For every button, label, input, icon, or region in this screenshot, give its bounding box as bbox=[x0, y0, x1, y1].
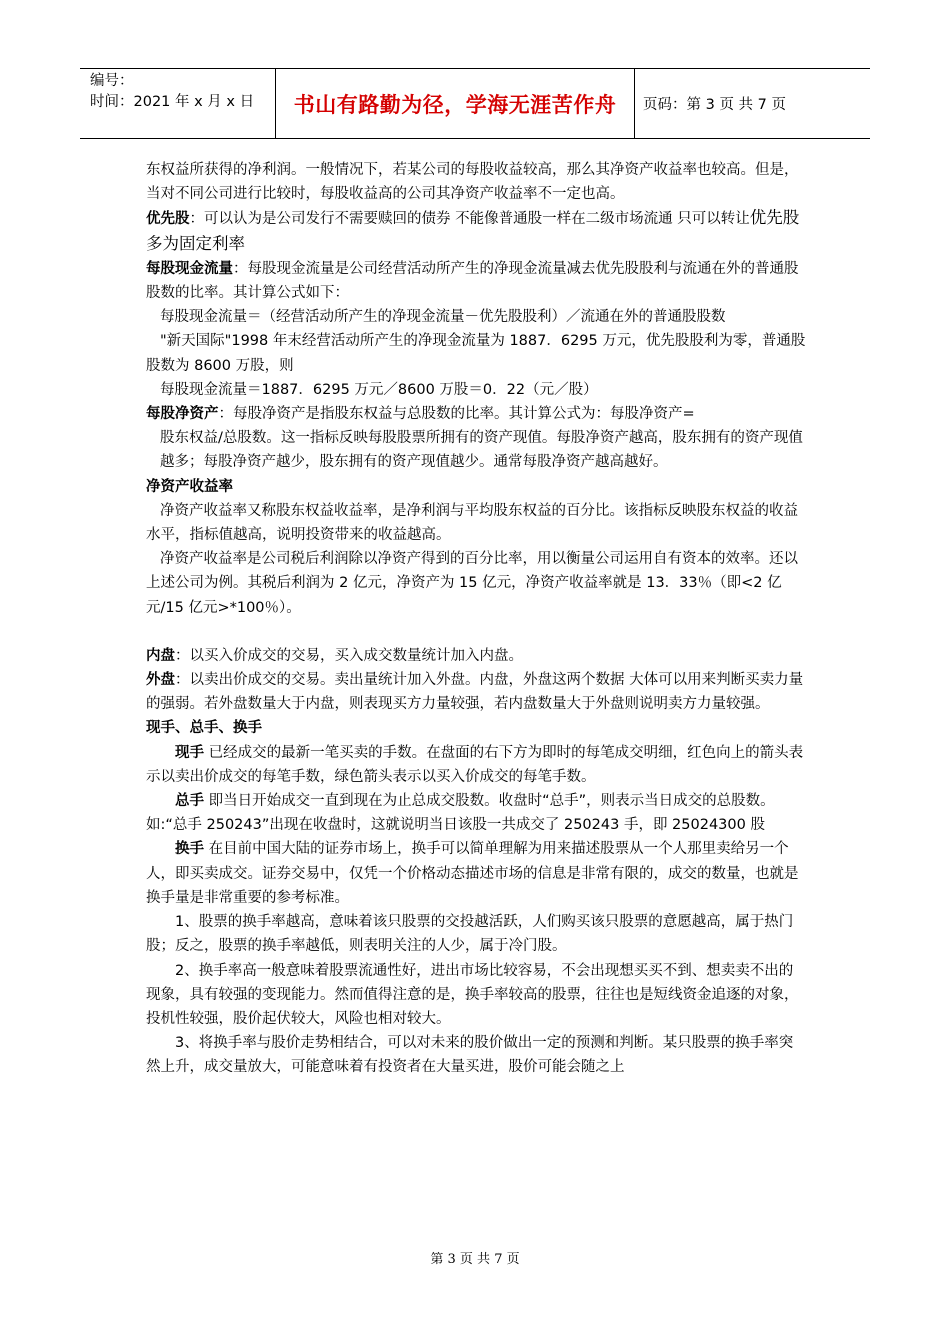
time-label: 时间：2021 年 x 月 x 日 bbox=[90, 94, 255, 110]
definition-text: ：可以认为是公司发行不需要赎回的债券 不能像普通股一样在二级市场流通 只可以转让 bbox=[189, 211, 750, 228]
paragraph: 东权益所获得的净利润。一般情况下，若某公司的每股收益较高，那么其净资产收益率也较高。但是，当对不同公司进行比较时，每股收益高的公司其净资产收益率不一定也高。 bbox=[146, 162, 799, 203]
term-preferred-stock: 优先股 bbox=[146, 211, 190, 228]
term-now-hand: 现手 bbox=[175, 744, 204, 761]
section-title: 净资产收益率 bbox=[146, 478, 233, 495]
definition-text: ：每股净资产是指股东权益与总股数的比率。其计算公式为：每股净资产= bbox=[218, 406, 695, 423]
paragraph bbox=[146, 789, 806, 837]
list-item: 2、换手率高一般意味着股票流通性好，进出市场比较容易，不会出现想买买不到、想卖卖不出的现象，具有较强的变现能力。然而值得注意的是，换手率较高的股票，往往也是短线资金追逐的对象，投机性较强，股价起伏较大，风险也相对较大。 bbox=[146, 962, 799, 1027]
term-turnover: 换手 bbox=[175, 841, 204, 858]
paragraph bbox=[146, 402, 806, 426]
paragraph bbox=[146, 257, 806, 305]
page-code: 页码：第 3 页 共 7 页 bbox=[643, 97, 786, 113]
definition-text: ：以买入价成交的交易，买入成交数量统计加入内盘。 bbox=[175, 647, 523, 664]
paragraph bbox=[146, 668, 806, 716]
number-label: 编号： bbox=[90, 73, 134, 89]
term-cash-flow: 每股现金流量 bbox=[146, 260, 233, 277]
term-outer: 外盘 bbox=[146, 672, 175, 689]
example: "新天国际"1998 年末经营活动所产生的净现金流量为 1887．6295 万元，优先股股利为零，普通股股数为 8600 万股，则 bbox=[146, 333, 806, 374]
paragraph: 净资产收益率是公司税后利润除以净资产得到的百分比率，用以衡量公司运用自有资本的效率。还以上述公司为例。其税后利润为 2 亿元，净资产为 15 亿元，净资产收益率就是 13．33％（即<2 亿元/15 亿元>*100％）。 bbox=[146, 551, 798, 616]
definition-text: ：每股现金流量是公司经营活动所产生的净现金流量减去优先股股利与流通在外的普通股股数的比率。其计算公式如下： bbox=[146, 260, 799, 302]
page-header bbox=[80, 68, 870, 139]
term-inner: 内盘 bbox=[146, 647, 175, 664]
formula: 每股现金流量＝（经营活动所产生的净现金流量－优先股股利）／流通在外的普通股股数 bbox=[160, 309, 726, 326]
list-item: 3、将换手率与股价走势相结合，可以对未来的股价做出一定的预测和判断。某只股票的换手率突然上升，成交量放大，可能意味着有投资者在大量买进，股价可能会随之上 bbox=[146, 1035, 794, 1076]
section-title: 现手、总手、换手 bbox=[146, 720, 262, 737]
header-info bbox=[80, 69, 276, 138]
term-total-hand: 总手 bbox=[175, 793, 204, 810]
list-item: 1、股票的换手率越高，意味着该只股票的交投越活跃，人们购买该只股票的意愿越高，属于热门股；反之，股票的换手率越低，则表明关注的人少，属于冷门股。 bbox=[146, 914, 794, 955]
paragraph: 净资产收益率又称股东权益收益率，是净利润与平均股东权益的百分比。该指标反映股东权益的收益水平，指标值越高，说明投资带来的收益越高。 bbox=[146, 502, 798, 544]
formula-result: 每股现金流量＝1887．6295 万元／8600 万股＝0．22（元／股） bbox=[160, 381, 598, 398]
definition-text: 在目前中国大陆的证券市场上，换手可以简单理解为用来描述股票从一个人那里卖给另一个人，即买卖成交。证券交易中，仅凭一个价格动态描述市场的信息是非常有限的，成交的数量，也就是换手量是非常重要的参考标准。 bbox=[146, 841, 799, 906]
paragraph: 股东权益/总股数。这一指标反映每股股票所拥有的资产现值。每股净资产越高，股东拥有的资产现值越多；每股净资产越少，股东拥有的资产现值越少。通常每股净资产越高越好。 bbox=[160, 430, 803, 471]
paragraph bbox=[146, 644, 806, 668]
paragraph bbox=[146, 837, 806, 910]
motto: 书山有路勤为径，学海无涯苦作舟 bbox=[276, 69, 635, 138]
term-net-assets: 每股净资产 bbox=[146, 406, 219, 423]
definition-text: 优先股多为固定利率 bbox=[146, 208, 800, 253]
definition-text: 已经成交的最新一笔买卖的手数。在盘面的右下方为即时的每笔成交明细，红色向上的箭头表示以卖出价成交的每笔手数，绿色箭头表示以买入价成交的每笔手数。 bbox=[146, 744, 804, 785]
definition-text: ：以卖出价成交的交易。卖出量统计加入外盘。内盘，外盘这两个数据 大体可以用来判断买卖力量的强弱。若外盘数量大于内盘，则表现买方力量较强，若内盘数量大于外盘则说明卖方力量较强。 bbox=[146, 672, 804, 713]
document-body bbox=[146, 158, 806, 1080]
page-footer: 第 3 页 共 7 页 bbox=[430, 1252, 520, 1267]
paragraph bbox=[146, 741, 806, 789]
spacer bbox=[146, 620, 806, 644]
paragraph bbox=[146, 206, 806, 256]
definition-text: 即当日开始成交一直到现在为止总成交股数。收盘时“总手”，则表示当日成交的总股数。如:“总手 250243”出现在收盘时，这就说明当日该股一共成交了 250243 手，即 25024300 股 bbox=[146, 793, 775, 834]
